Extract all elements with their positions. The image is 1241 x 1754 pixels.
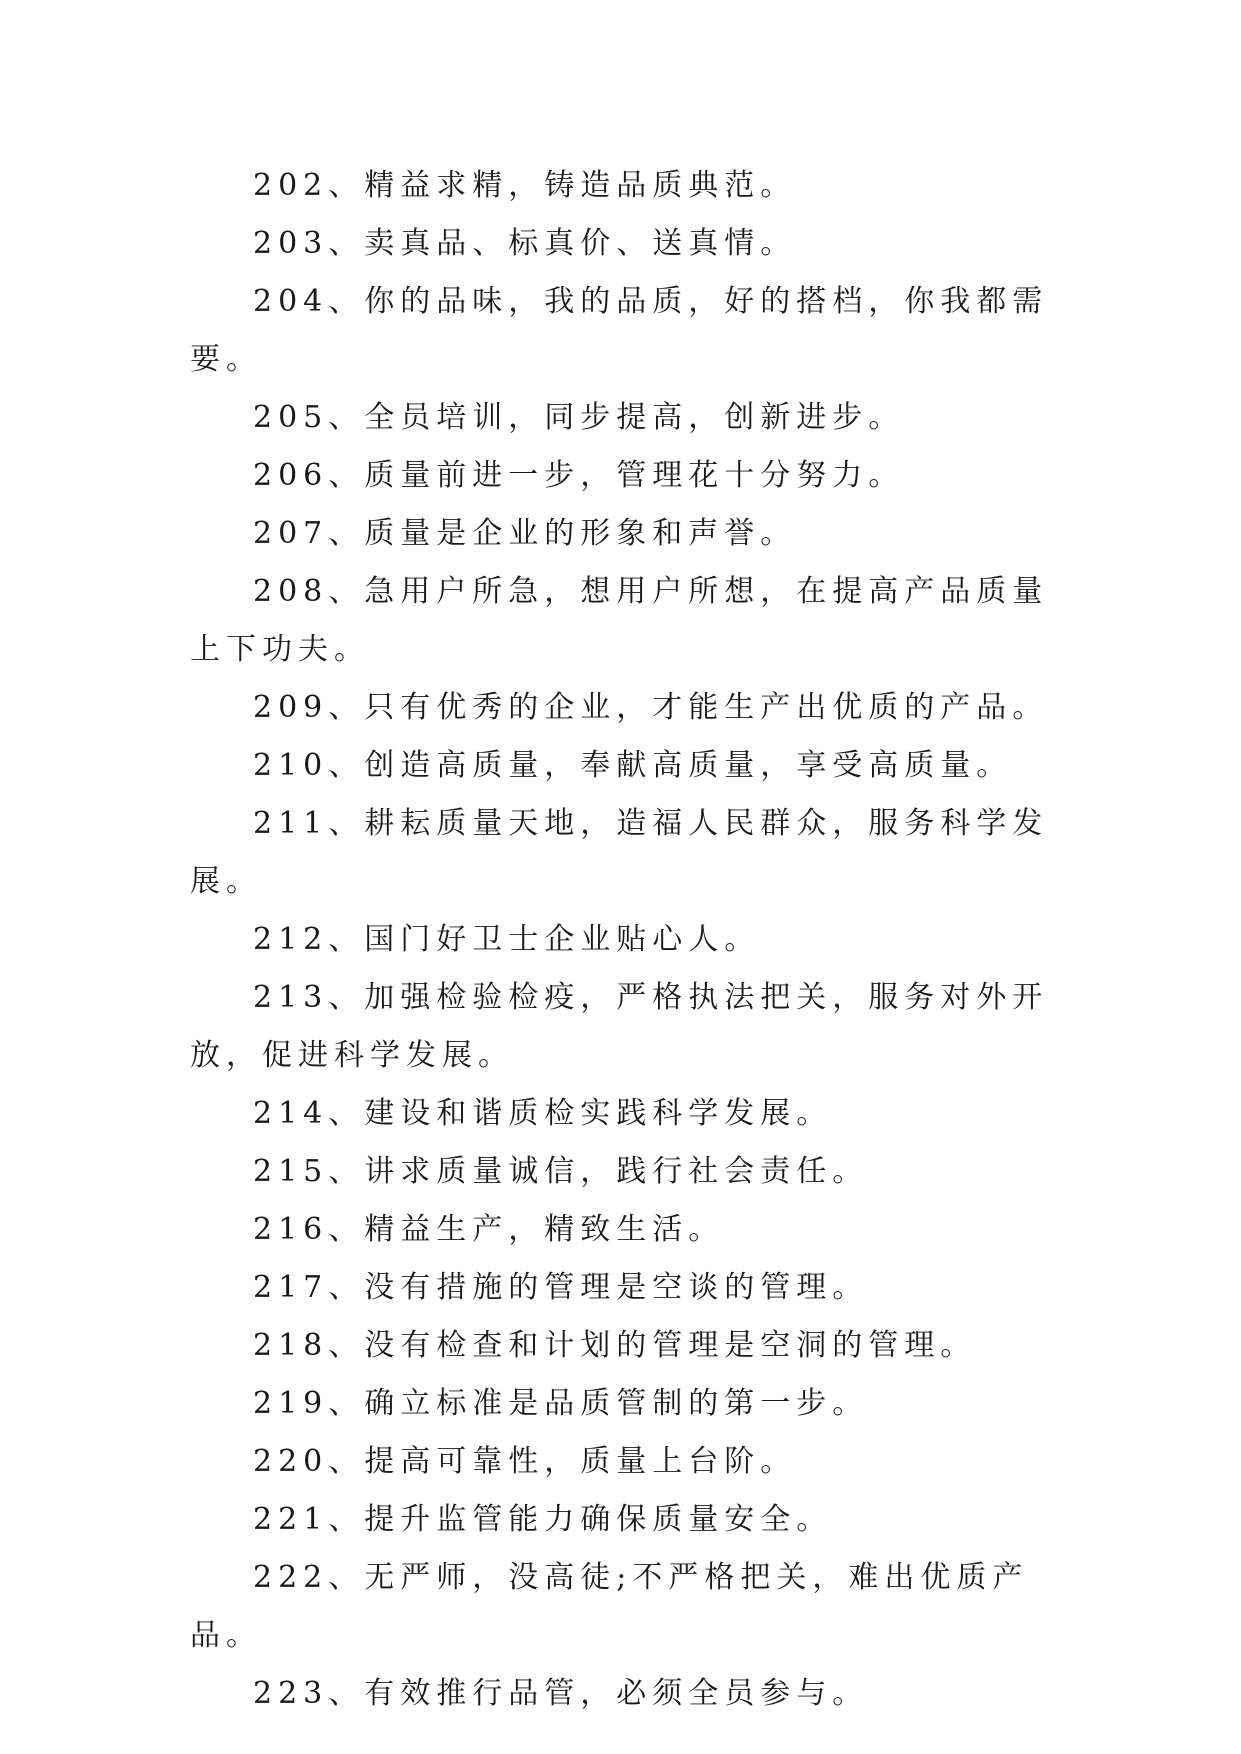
slogan-item: 215、讲求质量诚信，践行社会责任。	[253, 1154, 869, 1189]
document-body	[190, 157, 1058, 1723]
slogan-item: 210、创造高质量，奉献高质量，享受高质量。	[253, 748, 1013, 783]
slogan-item: 216、精益生产，精致生活。	[253, 1212, 725, 1247]
slogan-item: 220、提高可靠性，质量上台阶。	[253, 1444, 797, 1479]
slogan-item: 221、提升监管能力确保质量安全。	[253, 1502, 833, 1537]
slogan-item: 207、质量是企业的形象和声誉。	[253, 516, 797, 551]
slogan-item: 203、卖真品、标真价、送真情。	[253, 226, 797, 261]
slogan-item: 218、没有检查和计划的管理是空洞的管理。	[253, 1328, 977, 1363]
slogan-item: 214、建设和谐质检实践科学发展。	[253, 1096, 833, 1131]
slogan-item: 223、有效推行品管，必须全员参与。	[253, 1676, 869, 1711]
slogan-item: 217、没有措施的管理是空谈的管理。	[253, 1270, 869, 1305]
slogan-item: 212、国门好卫士企业贴心人。	[253, 922, 761, 957]
slogan-item: 202、精益求精，铸造品质典范。	[253, 168, 797, 203]
slogan-item: 222、无严师，没高徒;不严格把关，难出优质产品。	[190, 1560, 1029, 1653]
slogan-item: 205、全员培训，同步提高，创新进步。	[253, 400, 905, 435]
slogan-item: 208、急用户所急，想用户所想，在提高产品质量上下功夫。	[190, 574, 1049, 667]
slogan-item: 211、耕耘质量天地，造福人民群众，服务科学发展。	[190, 806, 1049, 899]
slogan-item: 209、只有优秀的企业，才能生产出优质的产品。	[253, 690, 1049, 725]
slogan-item: 204、你的品味，我的品质，好的搭档，你我都需要。	[190, 284, 1049, 377]
slogan-item: 219、确立标准是品质管制的第一步。	[253, 1386, 869, 1421]
slogan-item: 213、加强检验检疫，严格执法把关，服务对外开放，促进科学发展。	[190, 980, 1049, 1073]
slogan-item: 206、质量前进一步，管理花十分努力。	[253, 458, 905, 493]
